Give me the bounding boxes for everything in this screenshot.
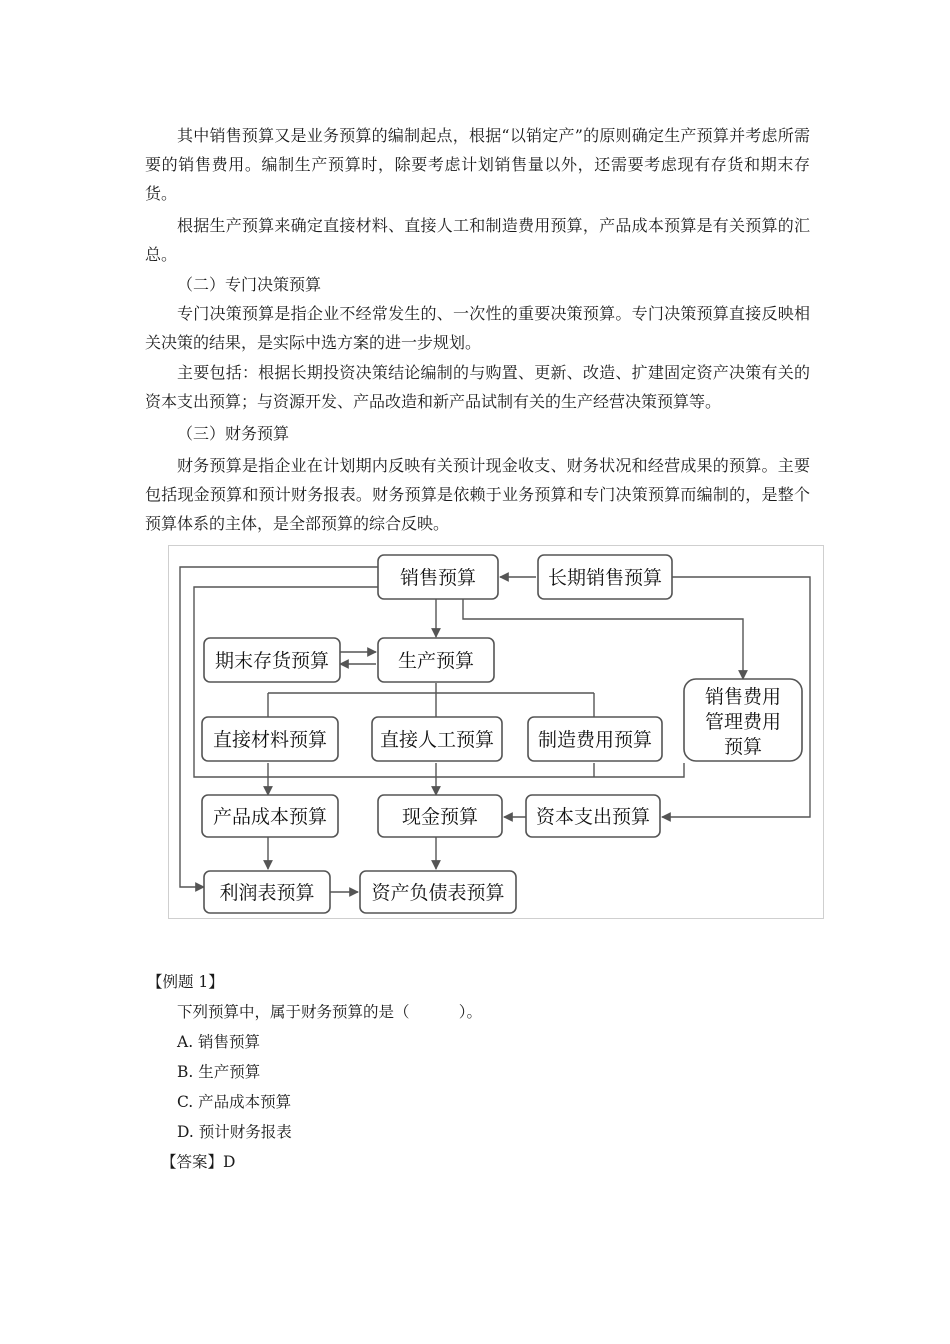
- budget-system-diagram: [168, 545, 824, 919]
- box-manufacturing-overhead-budget: [528, 717, 662, 761]
- svg-text:现金预算: 现金预算: [401, 806, 479, 828]
- svg-text:资产负债表预算: 资产负债表预算: [371, 882, 505, 904]
- paragraph-special-budget-def: 专门决策预算是指企业不经常发生的、一次性的重要决策预算。专门决策预算直接反映相关决策的结果，是实际中选方案的进一步规划。: [145, 304, 810, 352]
- box-direct-labor-budget: [372, 717, 502, 761]
- svg-text:销售预算: 销售预算: [399, 567, 477, 589]
- box-sales-budget: [378, 555, 498, 599]
- box-income-statement-budget: [204, 871, 330, 913]
- option-c: C. 产品成本预算: [177, 1093, 292, 1111]
- paragraph-financial-budget: 财务预算是指企业在计划期内反映有关预计现金收支、财务状况和经营成果的预算。主要包括现金预算和预计财务报表。财务预算是依赖于业务预算和专门决策预算而编制的，是整个预算体系的主体，是全部预算的综合反映。: [145, 456, 810, 533]
- box-long-term-sales-budget: [538, 555, 672, 599]
- heading-financial-budget: （三）财务预算: [177, 424, 290, 443]
- svg-text:直接材料预算: 直接材料预算: [212, 729, 328, 751]
- box-selling-admin-expense-budget: [684, 679, 802, 761]
- svg-text:预算: 预算: [723, 736, 763, 758]
- paragraph-production-budget: 根据生产预算来确定直接材料、直接人工和制造费用预算，产品成本预算是有关预算的汇总。: [145, 216, 810, 264]
- box-product-cost-budget: [202, 795, 338, 837]
- svg-text:利润表预算: 利润表预算: [219, 882, 315, 904]
- box-capital-expenditure-budget: [526, 795, 660, 837]
- svg-text:长期销售预算: 长期销售预算: [547, 567, 663, 589]
- box-cash-budget: [378, 795, 502, 837]
- option-a: A. 销售预算: [177, 1033, 261, 1051]
- svg-text:生产预算: 生产预算: [397, 650, 475, 672]
- example-question: 下列预算中，属于财务预算的是（ ）。: [177, 1003, 483, 1021]
- svg-text:制造费用预算: 制造费用预算: [537, 729, 653, 751]
- svg-text:产品成本预算: 产品成本预算: [212, 806, 328, 828]
- heading-special-budget: （二）专门决策预算: [177, 275, 322, 294]
- option-b: B. 生产预算: [177, 1063, 261, 1081]
- svg-text:资本支出预算: 资本支出预算: [535, 806, 651, 828]
- svg-text:销售费用: 销售费用: [704, 686, 782, 708]
- box-direct-material-budget: [202, 717, 338, 761]
- box-ending-inventory-budget: [204, 638, 340, 682]
- answer: 【答案】D: [161, 1153, 236, 1171]
- example-title: 【例题 1】: [147, 973, 224, 991]
- box-production-budget: [378, 638, 494, 682]
- paragraph-sales-budget: 其中销售预算又是业务预算的编制起点，根据“以销定产”的原则确定生产预算并考虑所需要的销售费用。编制生产预算时，除要考虑计划销售量以外，还需要考虑现有存货和期末存货。: [145, 126, 810, 203]
- option-d: D. 预计财务报表: [177, 1123, 292, 1141]
- svg-text:管理费用: 管理费用: [704, 711, 782, 733]
- paragraph-special-budget-items: 主要包括：根据长期投资决策结论编制的与购置、更新、改造、扩建固定资产决策有关的资本支出预算；与资源开发、产品改造和新产品试制有关的生产经营决策预算等。: [145, 363, 810, 411]
- svg-text:直接人工预算: 直接人工预算: [379, 729, 495, 751]
- svg-text:期末存货预算: 期末存货预算: [214, 650, 330, 672]
- box-balance-sheet-budget: [360, 871, 516, 913]
